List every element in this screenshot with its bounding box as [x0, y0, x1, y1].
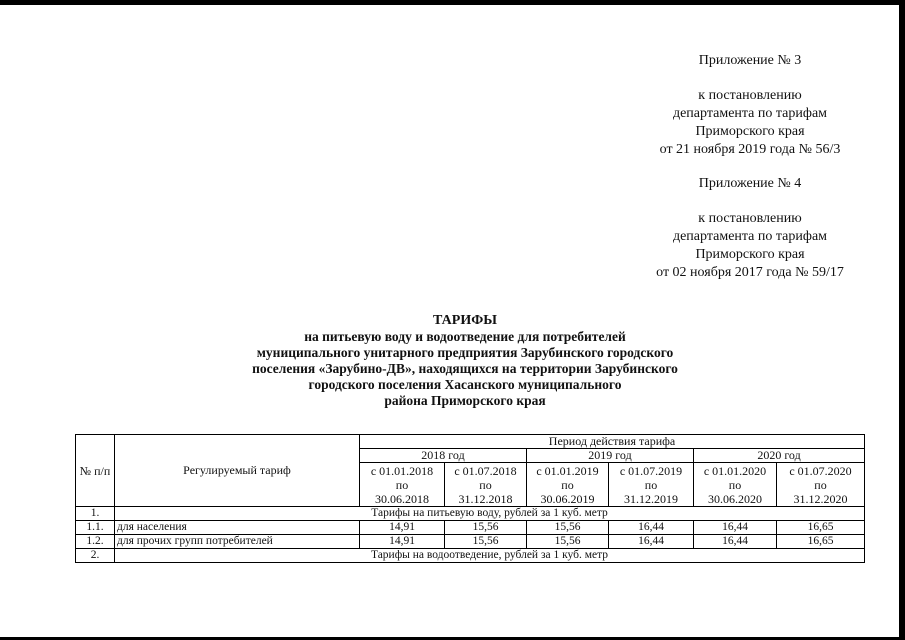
row-value: 16,44 — [694, 521, 777, 535]
tariffs-table — [75, 434, 865, 563]
document-title-line: поселения «Зарубино-ДВ», находящихся на территории Зарубинского — [252, 361, 678, 376]
period-to-word: по — [561, 477, 574, 492]
annex-current-title: Приложение № 3 — [698, 53, 802, 68]
header-period-cell — [777, 463, 865, 507]
row-number: 1.1. — [76, 521, 115, 535]
row-value: 16,44 — [694, 535, 777, 549]
document-title-line: муниципального унитарного предприятия Зарубинского городского — [256, 345, 674, 360]
period-to-word: по — [644, 477, 658, 492]
table-row — [76, 549, 865, 563]
row-value: 15,56 — [527, 535, 609, 549]
header-period-cell — [609, 463, 694, 507]
header-period-cell — [527, 463, 609, 507]
period-to-word: по — [395, 477, 409, 492]
row-value: 15,56 — [445, 521, 527, 535]
period-to-word: по — [728, 477, 742, 492]
table-row — [76, 521, 865, 535]
row-value: 16,44 — [609, 535, 694, 549]
header-tariff: Регулируемый тариф — [115, 435, 360, 507]
annex-current-block — [620, 52, 880, 159]
row-value: 15,56 — [445, 535, 527, 549]
period-to-word: по — [479, 477, 492, 492]
period-to: 30.06.2018 — [375, 491, 429, 506]
annex-previous-line: от 02 ноября 2017 года № 59/17 — [656, 265, 844, 280]
document-title-line: городского поселения Хасанского муниципального — [308, 377, 622, 392]
period-to: 30.06.2020 — [708, 491, 762, 506]
period-to: 31.12.2018 — [458, 491, 513, 506]
annex-current-line: от 21 ноября 2019 года № 56/3 — [659, 142, 841, 157]
period-from: с 01.07.2019 — [619, 463, 683, 478]
row-number: 2. — [76, 549, 115, 563]
row-number: 1.2. — [76, 535, 115, 549]
row-value: 16,65 — [777, 535, 865, 549]
row-value: 14,91 — [360, 535, 445, 549]
table-row — [76, 507, 865, 521]
period-from: с 01.07.2018 — [454, 463, 517, 478]
annex-current-line: Приморского края — [695, 124, 805, 139]
document-title-line: района Приморского края — [384, 393, 546, 408]
annex-current-line: к постановлению — [698, 88, 802, 103]
row-value: 16,44 — [609, 521, 694, 535]
document-title-line: на питьевую воду и водоотведение для потребителей — [304, 329, 626, 344]
period-to: 30.06.2019 — [540, 491, 595, 506]
header-period-cell — [445, 463, 527, 507]
row-name: для прочих групп потребителей — [115, 535, 360, 549]
row-name: для населения — [115, 521, 360, 535]
section-title: Тарифы на водоотведение, рублей за 1 куб. метр — [115, 549, 865, 563]
period-to: 31.12.2020 — [793, 491, 848, 506]
annex-previous-line: к постановлению — [698, 211, 802, 226]
row-value: 15,56 — [527, 521, 609, 535]
header-year-2019: 2019 год — [527, 449, 694, 463]
document-heading: ТАРИФЫ — [433, 313, 497, 328]
table-row — [76, 535, 865, 549]
header-period-cell — [360, 463, 445, 507]
header-number: № п/п — [76, 435, 115, 507]
period-from: с 01.01.2020 — [703, 463, 767, 478]
header-period-cell — [694, 463, 777, 507]
row-number: 1. — [76, 507, 115, 521]
header-year-2018: 2018 год — [360, 449, 527, 463]
header-year-2020: 2020 год — [694, 449, 865, 463]
period-from: с 01.07.2020 — [789, 463, 852, 478]
section-title: Тарифы на питьевую воду, рублей за 1 куб. метр — [115, 507, 865, 521]
annex-current-line: департамента по тарифам — [672, 106, 828, 121]
annex-previous-line: Приморского края — [695, 247, 805, 262]
period-to-word: по — [814, 477, 827, 492]
period-to: 31.12.2019 — [624, 491, 678, 506]
annex-previous-line: департамента по тарифам — [672, 229, 828, 244]
period-from: с 01.01.2019 — [536, 463, 599, 478]
annex-previous-title: Приложение № 4 — [698, 176, 802, 191]
period-from: с 01.01.2018 — [370, 463, 434, 478]
scan-border-right — [899, 0, 905, 640]
row-value: 16,65 — [777, 521, 865, 535]
header-period: Период действия тарифа — [360, 435, 865, 449]
row-value: 14,91 — [360, 521, 445, 535]
document-title — [200, 313, 730, 409]
annex-previous-block — [620, 175, 880, 282]
scan-border-top — [0, 0, 905, 5]
